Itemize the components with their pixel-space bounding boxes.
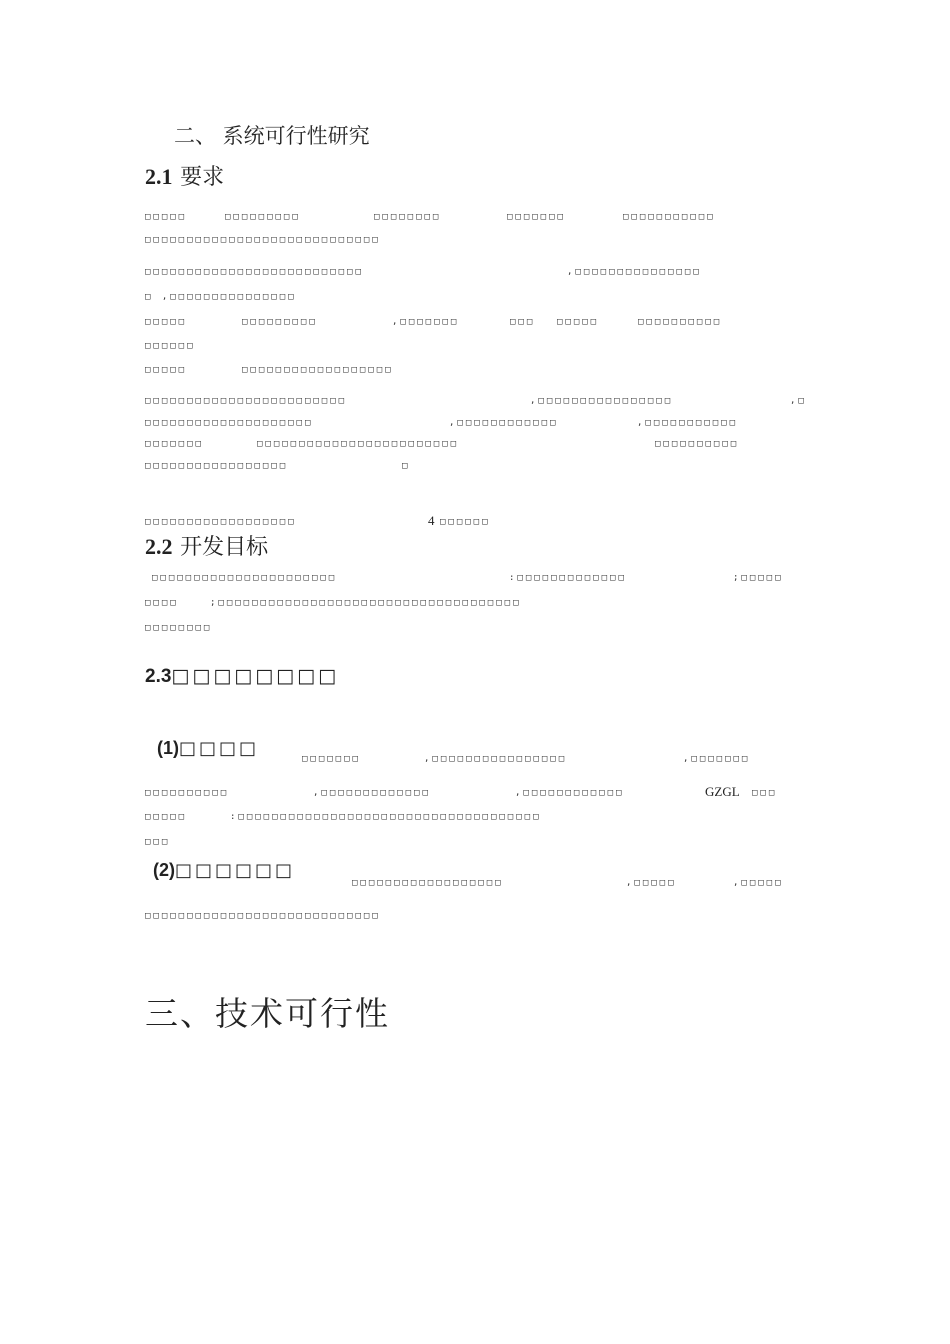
text-run: ,□□□□□: [626, 878, 677, 888]
text-run: □□□□□□□□□□□□□□□□□□: [145, 517, 297, 527]
heading-2-3-label: □□□□□□□□: [171, 665, 340, 687]
item-1-heading: [157, 738, 259, 759]
item-2-number: (2): [153, 860, 175, 880]
text-run: □□□□□□: [145, 341, 196, 351]
text-run: □□□□□□□: [507, 212, 566, 222]
text-run: ,□□□□□□□□□□□□: [449, 418, 559, 428]
text-run: ,□□□□□□□: [392, 317, 460, 327]
heading-2-2-label: 开发目标: [180, 535, 269, 560]
text-run: □□□□□□□□□□□□□□□□□: [145, 461, 289, 471]
text-run: □□□□□□□□□□□□□□□□□□□□□□□□: [145, 396, 348, 406]
item-2-heading: [153, 860, 295, 881]
text-run: □ ,□□□□□□□□□□□□□□□: [145, 292, 297, 302]
text-run: ;□□□□□: [733, 573, 784, 583]
text-run: □□□□□□□: [302, 754, 361, 764]
text-run: □□□□□: [145, 365, 188, 375]
item-1-number: (1): [157, 738, 179, 758]
text-run: □□□□□□□□□□□□□□□□□□: [352, 878, 504, 888]
text-run: □□□□□□□□□□□□□□□□□□□□□□□□: [257, 439, 460, 449]
item-2-label: □□□□□□: [175, 860, 296, 881]
text-number: 4: [428, 513, 435, 528]
text-run: □□□□□: [145, 317, 188, 327]
text-run: □□□□□□□□□□: [638, 317, 723, 327]
text-run: :□□□□□□□□□□□□□: [509, 573, 627, 583]
item-1-label: □□□□: [179, 738, 260, 759]
text-run: ,□□□□□□□□□□□: [637, 418, 739, 428]
text-run: □□□□□□□□□□□□□□□□□□□□: [145, 418, 314, 428]
text-run: ,□: [790, 396, 807, 406]
text-run: □□□□□□□□□: [242, 317, 318, 327]
text-run: □□□: [145, 837, 171, 847]
text-run: □□□□□□□: [145, 439, 204, 449]
text-run: □: [402, 461, 411, 471]
heading-2-3-number: 2.3: [145, 666, 172, 687]
text-run: ,□□□□□□□□□□□□□: [313, 788, 431, 798]
section-3-title: 三、技术可行性: [145, 994, 390, 1033]
text-code: GZGL: [705, 784, 740, 799]
text-run: □□□□□□□□□□□□□□□□□□□□□□□□□□: [145, 267, 364, 277]
heading-2-2-number: 2.2: [145, 534, 173, 559]
heading-2-1: [145, 160, 224, 191]
text-run: ;□□□□□□□□□□□□□□□□□□□□□□□□□□□□□□□□□□□□: [210, 598, 522, 608]
text-run: ,□□□□□: [733, 878, 784, 888]
text-run: □□□□□: [145, 212, 188, 222]
text-run: □□□□□□□□□□□□□□□□□□□□□□: [152, 573, 338, 583]
text-run: ,□□□□□□□□□□□□□□□□: [424, 754, 568, 764]
text-run: □□□: [752, 788, 778, 798]
text-run: □□□□□: [557, 317, 600, 327]
text-run: □□□□□□□□□□□□□□□□□□□□□□□□□□□□: [145, 235, 381, 245]
text-run: □□□□□□□□: [145, 623, 213, 633]
text-run: □□□□□□□□□: [225, 212, 301, 222]
text-run: □□□□□□□□□□: [655, 439, 740, 449]
text-run: □□□□: [145, 598, 179, 608]
text-run: □□□: [510, 317, 536, 327]
text-run: :□□□□□□□□□□□□□□□□□□□□□□□□□□□□□□□□□□□□: [230, 812, 542, 822]
heading-2-3: [145, 665, 339, 688]
section-2-title: 二、 系统可行性研究: [174, 124, 370, 148]
text-run: □□□□□□□□: [374, 212, 442, 222]
text-run: □□□□□□□□□□□□□□□□□□: [242, 365, 394, 375]
text-run: ,□□□□□□□□□□□□□□□□: [530, 396, 674, 406]
heading-2-2: [145, 530, 268, 561]
heading-2-1-number: 2.1: [145, 164, 173, 189]
text-run: □□□□□□: [440, 517, 491, 527]
text-run: □□□□□□□□□□□□□□□□□□□□□□□□□□□□: [145, 911, 381, 921]
text-run: □□□□□: [145, 812, 188, 822]
text-run: □□□□□□□□□□: [145, 788, 230, 798]
text-run: ,□□□□□□□□□□□□□□□: [567, 267, 702, 277]
text-run: ,□□□□□□□: [683, 754, 751, 764]
text-run: ,□□□□□□□□□□□□: [515, 788, 625, 798]
text-run: □□□□□□□□□□□: [623, 212, 716, 222]
heading-2-1-label: 要求: [180, 165, 225, 190]
